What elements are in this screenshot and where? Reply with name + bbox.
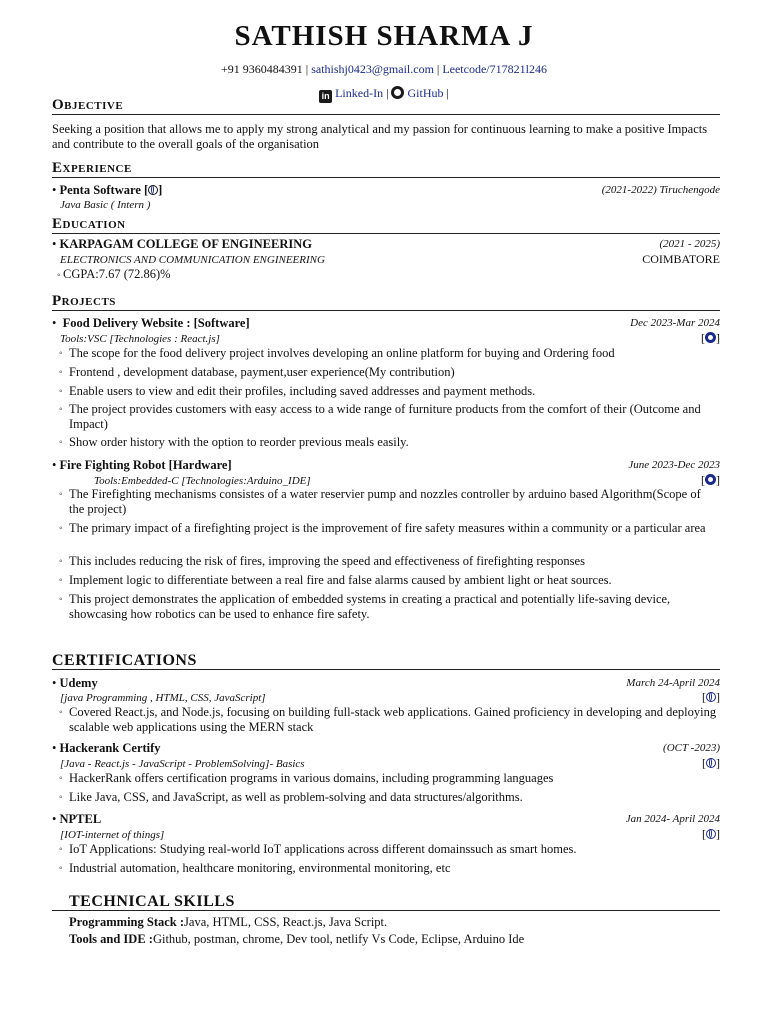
cert-3-tags-row: [IOT-internet of things] [ ] [60,827,720,841]
project-1-bullet: ◦ The scope for the food delivery project involves developing an online platform for buying and Ordering food [59,346,719,361]
objective-heading: Objective [52,97,720,115]
project-1-bullet: ◦ The project provides customers with easy access to a wide range of furniture products from the comfort of their (Outcome and Impact) [59,402,719,432]
experience-item: • Penta Software [ ] (2021-2022) Tiruchengode [52,183,720,197]
cert-1-tags: [java Programming , HTML, CSS, JavaScript] [60,692,266,704]
projects-heading: Projects [52,293,720,311]
cert-1-tags-row: [java Programming , HTML, CSS, JavaScript] [ ] [60,690,720,704]
linkedin-icon: in [319,90,332,103]
globe-icon[interactable] [148,185,158,195]
experience-heading: Experience [52,160,720,178]
project-1-bullet: ◦ Show order history with the option to reorder previous meals easily. [59,435,719,450]
cert-1-date: March 24-April 2024 [626,677,720,689]
cert-3-title-row: • NPTEL Jan 2024- April 2024 [52,812,720,826]
cert-2-tags: [Java - React.js - JavaScript - ProblemSolving]- Basics [60,758,305,770]
linkedin-link[interactable]: Linked-In [335,86,384,100]
globe-icon[interactable] [706,829,716,839]
social-links: in Linked-In | GitHub | [0,86,768,103]
project-1-bullet: ◦ Frontend , development database, payment,user experience(My contribution) [59,365,719,380]
project-2-title: Fire Fighting Robot [Hardware] [59,458,232,472]
project-1-bullet: ◦ Enable users to view and edit their profiles, including saved addresses and payment methods. [59,384,719,399]
project-2-tools: Tools:Embedded-C [Technologies:Arduino_IDE] [94,475,311,487]
project-2-bullet: ◦ Implement logic to differentiate between a real fire and false alarms caused by ambient light or heat sources. [59,573,719,588]
cert-3-title: NPTEL [59,812,102,826]
project-1-date: Dec 2023-Mar 2024 [630,317,720,329]
cert-3-date: Jan 2024- April 2024 [625,813,720,825]
project-1-title-row: • Food Delivery Website : [Software] Dec 2023-Mar 2024 [52,316,720,330]
globe-icon[interactable] [706,758,716,768]
github-icon[interactable] [705,332,716,343]
project-2-bullet: ◦ This project demonstrates the application of embedded systems in creating a practical and potentially life-saving device, showcasing how robotics can be used to enhance fire safety. [59,592,719,622]
cert-1-title: Udemy [59,676,98,690]
cert-2-tags-row: [Java - React.js - JavaScript - ProblemSolving]- Basics [ ] [60,756,720,770]
cert-2-title: Hackerank Certify [59,741,161,755]
cert-2-bullet: ◦ HackerRank offers certification programs in various domains, including programming languages [59,771,719,786]
cert-2-bullet: ◦ Like Java, CSS, and JavaScript, as well as problem-solving and data structures/algorithms. [59,790,719,805]
cert-3-tags: [IOT-internet of things] [60,829,165,841]
project-1-title: Food Delivery Website : [Software] [62,316,250,330]
project-2-date: June 2023-Dec 2023 [628,459,720,471]
certifications-heading: CERTIFICATIONS [52,652,720,670]
education-location: COIMBATORE [642,252,720,266]
phone: +91 9360484391 [221,62,303,76]
cgpa: ◦ CGPA:7.67 (72.86)% [57,267,171,281]
education-item: • KARPAGAM COLLEGE OF ENGINEERING (2021 - 2025) [52,237,720,251]
project-1-tools-row: Tools:VSC [Technologies : React.js] [ ] [60,331,720,345]
degree-row [60,252,720,268]
experience-role: Java Basic ( Intern ) [60,199,151,211]
project-2-bullet: ◦ The Firefighting mechanisms consistes of a water reservier pump and nozzles controller by arduino based Algorithm(Scope of the project) [59,487,719,517]
experience-date: (2021-2022) Tiruchengode [601,184,720,196]
company-name: Penta Software [59,183,141,197]
education-date: (2021 - 2025) [659,238,720,250]
globe-icon[interactable] [706,692,716,702]
cert-3-bullet: ◦ IoT Applications: Studying real-world IoT applications across different domainssuch as smart homes. [59,842,719,857]
cert-1-title-row: • Udemy March 24-April 2024 [52,676,720,690]
contact-line: +91 9360484391 | sathishj0423@gmail.com | Leetcode/717821l246 [221,62,547,76]
cert-3-bullet: ◦ Industrial automation, healthcare monitoring, environmental monitoring, etc [59,861,719,876]
objective-text: Seeking a position that allows me to apply my strong analytical and my passion for continuous learning to make a positive Impacts and contribute to the overall goals of the organisation [52,122,708,151]
college-name: KARPAGAM COLLEGE OF ENGINEERING [59,237,312,251]
cert-2-title-row: • Hackerank Certify (OCT -2023) [52,741,720,755]
skills-tools: Tools and IDE :Github, postman, chrome, Dev tool, netlify Vs Code, Eclipse, Arduino Ide [69,932,525,946]
education-heading: Education [52,216,720,234]
cert-1-bullet: ◦ Covered React.js, and Node.js, focusing on building full-stack web applications. Gained proficiency in developing and deploying scalable web applications using the MERN stack [59,705,719,735]
cert-2-date: (OCT -2023) [663,742,720,754]
project-2-bullet: ◦ This includes reducing the risk of fires, improving the speed and effectiveness of firefighting responses [59,554,719,569]
github-icon[interactable] [705,474,716,485]
email-link[interactable]: sathishj0423@gmail.com [311,62,434,76]
github-link[interactable]: GitHub [407,86,444,100]
skills-heading: TECHNICAL SKILLS [52,893,720,911]
project-2-title-row: • Fire Fighting Robot [Hardware] June 2023-Dec 2023 [52,458,720,472]
skills-programming: Programming Stack :Java, HTML, CSS, React.js, Java Script. [69,915,388,929]
project-2-bullet: ◦ The primary impact of a firefighting project is the improvement of fire safety measures within a community or a particular area [59,521,719,536]
leetcode-link[interactable]: Leetcode/717821l246 [442,62,547,76]
project-2-tools-row: Tools:Embedded-C [Technologies:Arduino_IDE] [ ] [94,473,720,487]
candidate-name: SATHISH SHARMA J [234,20,534,52]
degree: ELECTRONICS AND COMMUNICATION ENGINEERING [60,254,325,266]
project-1-tools: Tools:VSC [Technologies : React.js] [60,333,220,345]
